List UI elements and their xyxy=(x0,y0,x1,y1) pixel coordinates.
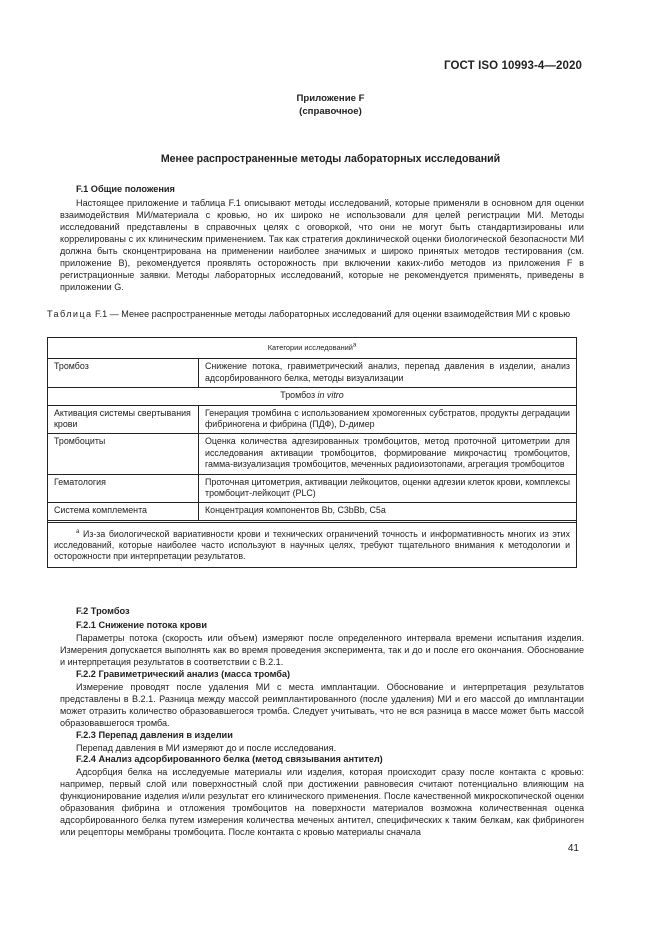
section-f2-heading: F.2 Тромбоз xyxy=(76,606,130,616)
table-subheader-row xyxy=(48,388,577,405)
row-category: Тромбоз xyxy=(48,359,199,388)
section-f1-heading: F.1 Общие положения xyxy=(76,184,175,194)
row-methods: Генерация тромбина с использованием хромогенных субстратов, продукты деградации фибриногена и фибрина (ПДФ), D-димер xyxy=(199,405,577,434)
section-f1-text: Настоящее приложение и таблица F.1 описывают методы исследований, которые применяли в основном для оценки взаимодействия МИ/материала с кровью, но их широко не использовали для целей регистрации МИ. Методы исследований представлены в справочных целях с оговоркой, что они не могут быть стандартизированы или коррелированы с их клиническим применением. Так как стратегия доклинической оценки биологической безопасности МИ должна быть сконцентрирована на применении наиболее значимых и широко принятых методов тестирования (см. приложение В), рекомендуется проявлять осторожность при включении каких-либо методов из приложения F в регистрационные заявки. Методы лабораторных исследований, которые не рекомендуется применять, приведены в приложении G. xyxy=(60,198,584,293)
footnote-mark: a xyxy=(76,528,80,535)
standard-header: ГОСТ ISO 10993-4—2020 xyxy=(444,60,582,72)
subheader-italic: in vitro xyxy=(317,390,344,401)
table-header-row xyxy=(48,338,577,359)
section-f24-text: Адсорбция белка на исследуемые материалы или изделия, которая происходит сразу после контакта с кровью: например, первый слой или поверхностный слой при достижении равновесия считают потенциально влияющим на функционирование изделия и/или результат его клинического применения. После качественной микроскопической оценки образования фибрина и отложения тромбоцитов на поверхности материалов возможна количественная оценка адсорбированного белка путем измерения количества меченых антител, специфических к таким белкам, как фибриноген или рецепторы мембраны тромбоцита. После контакта с кровью материалы сначала xyxy=(60,767,584,838)
table-caption-label: Таблица xyxy=(47,309,93,319)
section-f23-heading: F.2.3 Перепад давления в изделии xyxy=(76,730,233,740)
table-caption-text: F.1 — Менее распространенные методы лабораторных исследований для оценки взаимодействия МИ с кровью xyxy=(95,309,571,319)
page-number: 41 xyxy=(567,843,579,854)
table-footnote xyxy=(48,522,577,568)
table-footnote-row xyxy=(48,522,577,568)
table-row xyxy=(48,503,577,520)
section-f21-text: Параметры потока (скорость или объем) измеряют после определенного интервала времени испытания изделия. Измерения допускается выполнять как во время проведения эксперимента, так и до и после его окончания. Обоснование и интерпретация результатов в соответствии с В.2.1. xyxy=(60,633,584,668)
table-header-text: Категории исследований xyxy=(267,343,353,352)
table-header-sup: a xyxy=(352,342,357,349)
table-subheader xyxy=(48,388,577,405)
appendix-label: Приложение F xyxy=(296,93,365,104)
row-methods: Концентрация компонентов Bb, C3bBb, C5a xyxy=(199,503,577,520)
row-category: Гематология xyxy=(48,474,199,503)
section-f23-text: Перепад давления в МИ измеряют до и после исследования. xyxy=(76,743,337,753)
table-row xyxy=(48,359,577,388)
footnote-text: Из-за биологической вариативности крови и технических ограничений точность и информативность многих из этих исследований, которые наиболее часто используют в научных целях, требуют тщательного внимания к методологии и осторожности при интерпретации результатов. xyxy=(54,528,570,562)
section-f21-heading: F.2.1 Снижение потока крови xyxy=(76,620,207,630)
section-f22-heading: F.2.2 Гравиметрический анализ (масса тромба) xyxy=(76,669,291,679)
section-f24-heading: F.2.4 Анализ адсорбированного белка (метод связывания антител) xyxy=(76,754,383,764)
table-row xyxy=(48,434,577,474)
row-methods: Снижение потока, гравиметрический анализ, перепад давления в изделии, анализ адсорбированного белка, методы визуализации xyxy=(199,359,577,388)
table-caption xyxy=(47,308,587,320)
methods-table xyxy=(47,337,577,568)
table-row xyxy=(48,405,577,434)
table-row xyxy=(48,474,577,503)
table-header xyxy=(48,338,577,359)
subheader-prefix: Тромбоз xyxy=(280,390,318,401)
row-category: Тромбоциты xyxy=(48,434,199,474)
row-methods: Проточная цитометрия, активации лейкоцитов, оценки адгезии клеток крови, комплексы тромбоцит-лейкоцит (PLC) xyxy=(199,474,577,503)
main-title: Менее распространенные методы лабораторных исследований xyxy=(160,153,501,165)
row-category: Активация системы свертывания крови xyxy=(48,405,199,434)
section-f22-text: Измерение проводят после удаления МИ с места имплантации. Обоснование и интерпретация результатов представлены в В.2.1. Разница между массой реимплантированного (после удаления) МИ и его массой до имплантации может отразить количество образовавшегося тромба. Следует учитывать, что не вся разница в массе может быть массой образовавшегося тромба. xyxy=(60,682,584,729)
appendix-type: (справочное) xyxy=(299,106,362,117)
row-methods: Оценка количества адгезированных тромбоцитов, метод проточной цитометрии для исследования активации тромбоцитов, формирование микрочастиц тромбоцитов, гамма-визуализация тромбоцитов, меченных радиоизотопами, агрегация тромбоцитов xyxy=(199,434,577,474)
row-category: Система комплемента xyxy=(48,503,199,520)
